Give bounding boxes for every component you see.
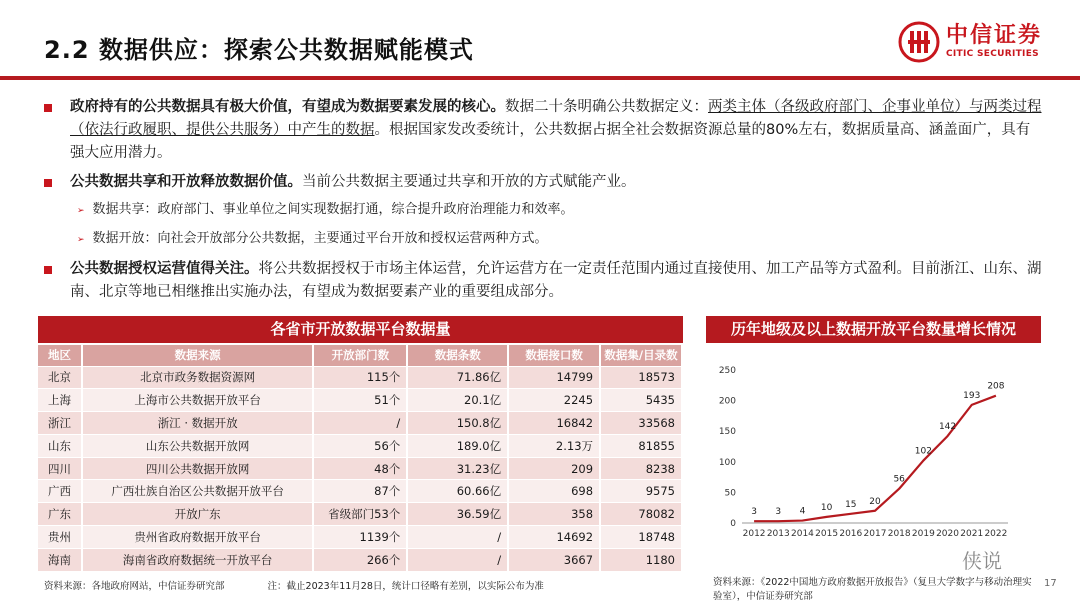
table-header-cell: 开放部门数	[313, 344, 407, 366]
table-row	[38, 389, 682, 412]
y-tick-label: 150	[718, 427, 736, 438]
sub-bullet-text: 数据开放：向社会开放部分公共数据，主要通过平台开放和授权运营两种方式。	[92, 231, 548, 246]
sub-bullet-sharing	[77, 200, 1044, 221]
province-data-table	[38, 316, 683, 571]
table-row	[38, 526, 682, 549]
x-tick-label: 2020	[936, 529, 959, 539]
table-cell: 浙江	[38, 412, 82, 435]
y-tick-label: 50	[724, 488, 736, 499]
table-cell: 山东公共数据开放网	[82, 434, 313, 457]
table-header-cell: 数据接口数	[508, 344, 600, 366]
citic-logo	[898, 20, 1058, 64]
data-label: 102	[914, 446, 932, 457]
chart-source: 资料来源：《2022中国地方政府数据开放报告》（复旦大学数字与移动治理实验室），中信证券研究部	[713, 577, 1032, 602]
data-label: 3	[775, 507, 782, 518]
bullet-bold: 公共数据授权运营值得关注。	[70, 261, 259, 277]
bullet-item-public-data-value	[44, 96, 1044, 165]
watermark: 侠说	[962, 549, 1002, 573]
table-cell: 16842	[508, 412, 600, 435]
table-cell: 四川	[38, 457, 82, 480]
table-cell: 36.59亿	[407, 503, 508, 526]
table-cell: 省级部门53个	[313, 503, 407, 526]
table-header-row	[38, 344, 682, 366]
data-label: 208	[987, 381, 1005, 392]
x-tick-label: 2012	[742, 529, 766, 539]
data-label: 4	[799, 506, 806, 517]
table-cell: 698	[508, 480, 600, 503]
data-label: 193	[963, 390, 981, 401]
table-cell: 北京市政务数据资源网	[82, 366, 313, 389]
x-tick-label: 2014	[791, 529, 814, 539]
x-tick-label: 2021	[960, 529, 984, 539]
table-source-text: 资料来源：各地政府网站，中信证券研究部	[44, 581, 225, 592]
x-tick-label: 2022	[984, 529, 1008, 539]
table-cell: 81855	[600, 434, 682, 457]
bullet-underline-text: 两类主体（各级政府部门、企事业单位）与两类过程（依法行政履职、提供公共服务）中产生的数据	[70, 99, 1042, 138]
data-label: 20	[869, 496, 881, 507]
table-cell: /	[407, 548, 508, 571]
table-row	[38, 480, 682, 503]
x-tick-label: 2015	[815, 529, 839, 539]
citic-logo-icon	[898, 21, 940, 63]
table-cell: 78082	[600, 503, 682, 526]
y-tick-label: 100	[718, 457, 736, 468]
table-header-cell: 数据集/目录数	[600, 344, 682, 366]
table-cell: 上海	[38, 389, 82, 412]
table-cell: 14799	[508, 366, 600, 389]
table-cell: 广西壮族自治区公共数据开放平台	[82, 480, 313, 503]
table-row	[38, 366, 682, 389]
table-header-cell: 地区	[38, 344, 82, 366]
data-label: 3	[751, 507, 757, 518]
table-cell: 贵州省政府数据开放平台	[82, 526, 313, 549]
table-cell: 北京	[38, 366, 82, 389]
table-cell: 2.13万	[508, 434, 600, 457]
table-note-text: 注：截止2023年11月28日，统计口径略有差别，以实际公布为准	[267, 581, 544, 592]
table-cell: 5435	[600, 389, 682, 412]
triangle-bullet-icon: ➢	[77, 206, 85, 216]
bullet-text: 。根据国家发改委统计，公共数据占据全社会数据资源总量的80%左右，数据质量高、涵盖面广，具有强大应用潜力。	[70, 122, 1031, 161]
table-cell: 266个	[313, 548, 407, 571]
table-cell: 150.8亿	[407, 412, 508, 435]
table-cell: 浙江 · 数据开放	[82, 412, 313, 435]
table-cell: 1180	[600, 548, 682, 571]
bullet-item-sharing-opening	[44, 171, 1044, 194]
page-title: 2.2 数据供应：探索公共数据赋能模式	[44, 36, 474, 64]
table-cell: /	[407, 526, 508, 549]
table-cell: 189.0亿	[407, 434, 508, 457]
bullet-square-icon	[44, 266, 52, 274]
table-cell: 贵州	[38, 526, 82, 549]
table-cell: 8238	[600, 457, 682, 480]
table-header-cell: 数据来源	[82, 344, 313, 366]
table-cell: 71.86亿	[407, 366, 508, 389]
y-tick-label: 250	[718, 366, 736, 376]
x-tick-label: 2019	[911, 529, 935, 539]
table-header-cell: 数据条数	[407, 344, 508, 366]
bullet-square-icon	[44, 104, 52, 112]
y-tick-label: 0	[730, 519, 736, 529]
bullet-list	[44, 96, 1044, 310]
x-tick-label: 2013	[766, 529, 790, 539]
table-cell: 广东	[38, 503, 82, 526]
y-tick-label: 200	[718, 396, 736, 407]
platform-growth-line-chart	[706, 346, 1026, 546]
table-cell: 87个	[313, 480, 407, 503]
table-cell: 18748	[600, 526, 682, 549]
table-cell: 14692	[508, 526, 600, 549]
table-cell: 115个	[313, 366, 407, 389]
sub-bullet-text: 数据共享：政府部门、事业单位之间实现数据打通，综合提升政府治理能力和效率。	[92, 202, 574, 217]
chart-title: 历年地级及以上数据开放平台数量增长情况	[706, 316, 1041, 343]
table-cell: 358	[508, 503, 600, 526]
table-cell: 海南省政府数据统一开放平台	[82, 548, 313, 571]
table-source	[44, 578, 584, 592]
triangle-bullet-icon: ➢	[77, 235, 85, 245]
bullet-square-icon	[44, 179, 52, 187]
table-cell: /	[313, 412, 407, 435]
sub-bullet-opening	[77, 229, 1044, 250]
bullet-text: 将公共数据授权于市场主体运营，允许运营方在一定责任范围内通过直接使用、加工产品等方式盈利。目前浙江、山东、湖南、北京等地已相继推出实施办法，有望成为数据要素产业的重要组成部分。	[70, 261, 1042, 300]
table-row	[38, 548, 682, 571]
table-cell: 20.1亿	[407, 389, 508, 412]
data-label: 142	[938, 422, 957, 433]
logo-cn-text: 中信证券	[946, 23, 1043, 48]
table-cell: 海南	[38, 548, 82, 571]
table-row	[38, 412, 682, 435]
table-cell: 209	[508, 457, 600, 480]
table-cell: 33568	[600, 412, 682, 435]
table-cell: 山东	[38, 434, 82, 457]
bullet-item-authorized-operation	[44, 258, 1044, 304]
bullet-text: 数据二十条明确公共数据定义：	[505, 99, 708, 115]
table-cell: 31.23亿	[407, 457, 508, 480]
bullet-bold: 政府持有的公共数据具有极大价值，有望成为数据要素发展的核心。	[70, 99, 505, 115]
table-cell: 2245	[508, 389, 600, 412]
table-cell: 60.66亿	[407, 480, 508, 503]
table-cell: 56个	[313, 434, 407, 457]
bullet-text: 当前公共数据主要通过共享和开放的方式赋能产业。	[302, 174, 636, 190]
x-tick-label: 2018	[887, 529, 911, 539]
x-tick-label: 2017	[863, 529, 887, 539]
table-row	[38, 457, 682, 480]
table-cell: 广西	[38, 480, 82, 503]
table-cell: 四川公共数据开放网	[82, 457, 313, 480]
table-cell: 48个	[313, 457, 407, 480]
table-row	[38, 503, 682, 526]
bullet-bold: 公共数据共享和开放释放数据价值。	[70, 174, 302, 190]
data-label: 15	[845, 499, 857, 510]
table-row	[38, 434, 682, 457]
table-cell: 18573	[600, 366, 682, 389]
header-divider	[0, 76, 1080, 80]
x-tick-label: 2016	[839, 529, 863, 539]
table-cell: 上海市公共数据开放平台	[82, 389, 313, 412]
table-cell: 3667	[508, 548, 600, 571]
page-number: 17	[1044, 578, 1057, 589]
data-label: 10	[820, 502, 833, 513]
data-label: 56	[893, 474, 905, 485]
table-cell: 51个	[313, 389, 407, 412]
logo-en-text: CITIC SECURITIES	[946, 49, 1039, 59]
table-cell: 开放广东	[82, 503, 313, 526]
table-cell: 9575	[600, 480, 682, 503]
table-title: 各省市开放数据平台数据量	[38, 316, 683, 343]
table-cell: 1139个	[313, 526, 407, 549]
